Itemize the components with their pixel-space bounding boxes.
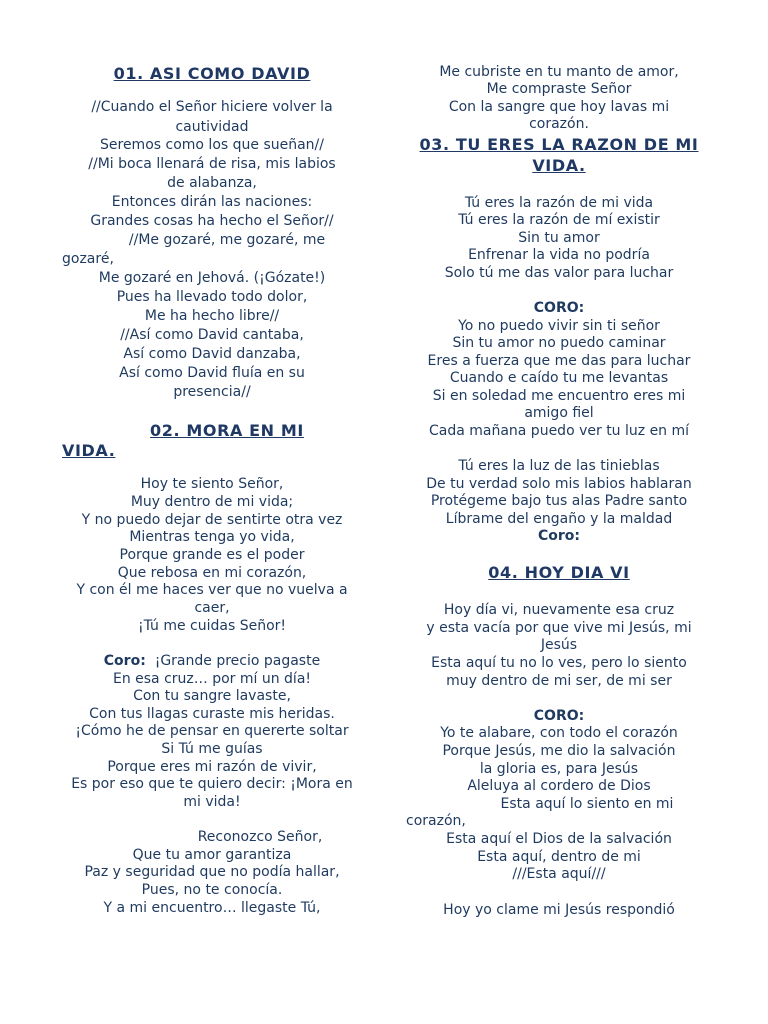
- lyric-line: Esta aquí tu no lo ves, pero lo siento: [431, 655, 687, 671]
- lyric-line: Si en soledad me encuentro eres mi: [432, 388, 686, 404]
- lyric-line: Tú eres la luz de las tinieblas: [458, 458, 660, 474]
- lyric-line: Hoy día vi, nuevamente esa cruz: [443, 602, 675, 618]
- lyric-line: muy dentro de mi ser, de mi ser: [446, 673, 672, 689]
- lyric-line: Aleluya al cordero de Dios: [467, 778, 651, 794]
- lyric-line: Es por eso que te quiero decir: ¡Mora en: [71, 776, 353, 792]
- lyric-line: amigo fiel: [524, 405, 594, 421]
- lyric-line: Pues, no te conocía.: [141, 882, 283, 898]
- lyric-line: la gloria es, para Jesús: [479, 761, 639, 777]
- lyric-line: Líbrame del engaño y la maldad: [445, 511, 673, 527]
- lyric-line: Eres a fuerza que me das para luchar: [427, 353, 691, 369]
- lyric-line: caer,: [194, 600, 230, 616]
- lyric-line: Reconozco Señor,: [197, 829, 323, 845]
- lyric-line: Pues ha llevado todo dolor,: [116, 289, 308, 305]
- lyric-line: Cada mañana puedo ver tu luz en mí: [428, 423, 690, 439]
- lyric-line: Enfrenar la vida no podría: [468, 247, 650, 263]
- lyric-line: Entonces dirán las naciones:: [111, 194, 313, 210]
- chorus-label: CORO:: [533, 300, 585, 316]
- lyric-line: Esta aquí lo siento en mi: [500, 796, 674, 812]
- lyric-line: presencia//: [173, 384, 251, 400]
- lyric-line: Me ha hecho libre//: [144, 308, 280, 324]
- lyric-line: Cuando e caído tu me levantas: [449, 370, 669, 386]
- lyric-line: Hoy yo clame mi Jesús respondió: [443, 902, 675, 918]
- lyric-line: Solo tú me das valor para luchar: [444, 265, 674, 281]
- chorus-label: CORO:: [533, 708, 585, 724]
- lyric-line: Con tu sangre lavaste,: [133, 688, 291, 704]
- lyric-line: Porque grande es el poder: [119, 547, 305, 563]
- lyric-line: Esta aquí el Dios de la salvación: [446, 831, 672, 847]
- lyric-line: ¡Tú me cuidas Señor!: [137, 618, 287, 634]
- lyric-line: corazón,: [406, 813, 466, 829]
- song-title-03: 03. TU ERES LA RAZON DE MI: [419, 135, 699, 154]
- lyric-line: corazón.: [529, 116, 589, 132]
- lyric-line: y esta vacía por que vive mi Jesús, mi: [426, 620, 692, 636]
- lyric-line: Me cubriste en tu manto de amor,: [439, 64, 679, 80]
- lyric-line: Porque Jesús, me dio la salvación: [442, 743, 676, 759]
- lyric-line: Así como David danzaba,: [123, 346, 301, 362]
- lyric-line: Protégeme bajo tus alas Padre santo: [430, 493, 688, 509]
- lyric-line: Seremos como los que sueñan//: [100, 137, 324, 153]
- lyric-line: Si Tú me guías: [161, 741, 263, 757]
- lyric-line: Que rebosa en mi corazón,: [117, 565, 307, 581]
- lyric-line: Tú eres la razón de mí existir: [458, 212, 660, 228]
- lyric-line: cautividad: [175, 119, 249, 135]
- lyric-line: Con la sangre que hoy lavas mi: [448, 99, 670, 115]
- lyric-line: Esta aquí, dentro de mi: [477, 849, 641, 865]
- lyric-line: ///Esta aquí///: [512, 866, 606, 882]
- lyric-line: Con tus llagas curaste mis heridas.: [89, 706, 335, 722]
- lyric-line: //Así como David cantaba,: [120, 327, 304, 343]
- lyric-line: Paz y seguridad que no podía hallar,: [84, 864, 340, 880]
- lyric-line: Hoy te siento Señor,: [140, 476, 284, 492]
- lyric-line: Y a mi encuentro… llegaste Tú,: [103, 900, 321, 916]
- lyric-line: Porque eres mi razón de vivir,: [107, 759, 317, 775]
- lyric-line: Jesús: [540, 637, 578, 653]
- lyric-line: //Mi boca llenará de risa, mis labios: [88, 156, 336, 172]
- lyric-line: Sin tu amor: [518, 230, 600, 246]
- lyric-line: Así como David fluía en su: [119, 365, 305, 381]
- lyric-line: Yo no puedo vivir sin ti señor: [458, 318, 660, 334]
- song-title-04: 04. HOY DIA VI: [488, 563, 630, 582]
- lyric-line: Y con él me haces ver que no vuelva a: [76, 582, 348, 598]
- lyric-line: Que tu amor garantiza: [132, 847, 292, 863]
- lyric-line: Muy dentro de mi vida;: [130, 494, 294, 510]
- lyric-line: Sin tu amor no puedo caminar: [452, 335, 666, 351]
- song-title-03-cont: VIDA.: [532, 156, 586, 175]
- lyric-line: Grandes cosas ha hecho el Señor//: [90, 213, 334, 229]
- lyric-line: gozaré,: [62, 251, 114, 267]
- lyric-line: Y no puedo dejar de sentirte otra vez: [81, 512, 343, 528]
- chorus-label: Coro:: [537, 528, 580, 544]
- lyric-line: En esa cruz… por mí un día!: [112, 671, 312, 687]
- lyric-line: Yo te alabare, con todo el corazón: [440, 725, 678, 741]
- chorus-line: [62, 653, 362, 670]
- chorus-label: Coro:: [103, 653, 146, 669]
- lyric-line: ¡Cómo he de pensar en quererte soltar: [75, 723, 349, 739]
- chorus-first-line: ¡Grande precio pagaste: [154, 653, 321, 669]
- lyric-line: de alabanza,: [167, 175, 257, 191]
- song-title-01: 01. ASI COMO DAVID: [113, 64, 311, 83]
- lyric-line: Tú eres la razón de mi vida: [464, 195, 654, 211]
- lyric-line: De tu verdad solo mis labios hablaran: [426, 476, 692, 492]
- song-title-02-cont: VIDA.: [62, 441, 116, 460]
- lyric-line: //Me gozaré, me gozaré, me: [128, 232, 326, 248]
- lyric-line: mi vida!: [183, 794, 241, 810]
- song-title-02: 02. MORA EN MI: [150, 421, 304, 440]
- lyric-line: Me compraste Señor: [486, 81, 632, 97]
- lyric-line: Me gozaré en Jehová. (¡Gózate!): [98, 270, 326, 286]
- lyric-line: //Cuando el Señor hiciere volver la: [91, 99, 333, 115]
- lyric-line: Mientras tenga yo vida,: [129, 529, 295, 545]
